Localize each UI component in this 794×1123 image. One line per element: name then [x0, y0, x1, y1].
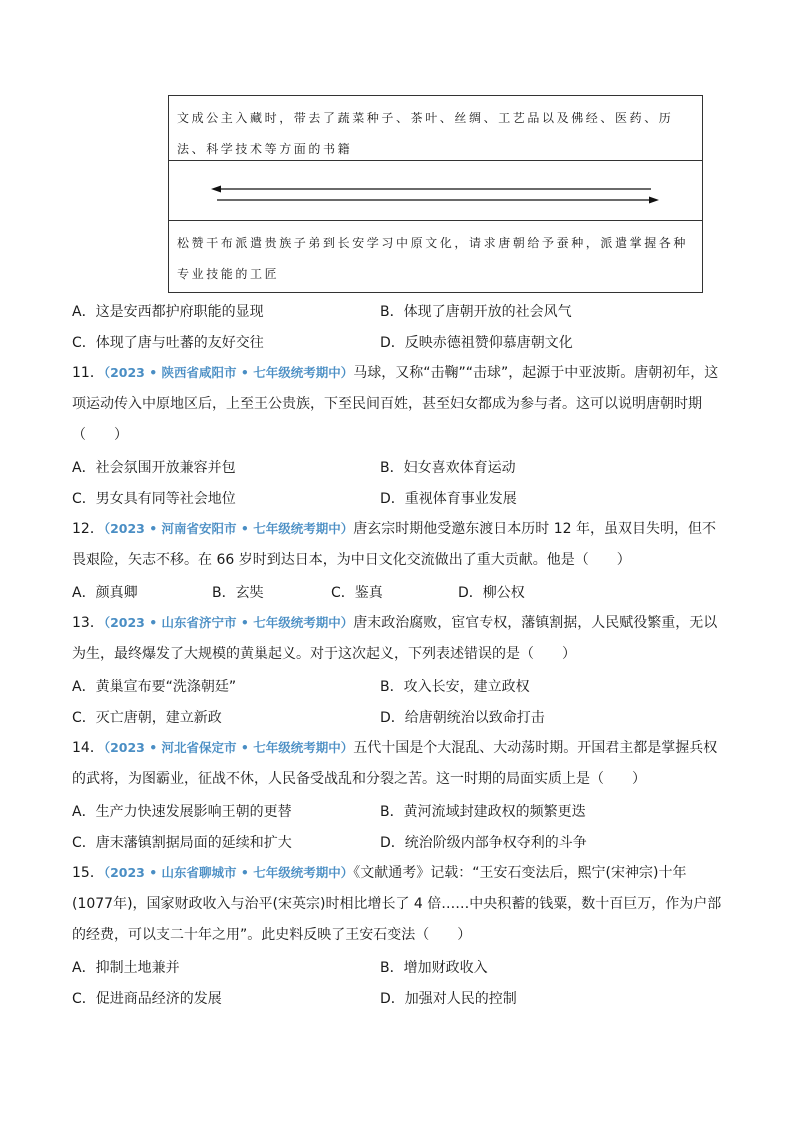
- double-arrow-icon: [169, 161, 702, 219]
- q15-option-a[interactable]: A．抑制土地兼并: [72, 960, 180, 976]
- q13-source: （2023 • 山东省济宁市 • 七年级统考期中）: [103, 615, 354, 630]
- q13-stem: [72, 607, 724, 670]
- q12-option-c[interactable]: C．鉴真: [331, 585, 383, 601]
- q15-option-b[interactable]: B．增加财政收入: [380, 960, 488, 976]
- q15-text: 《文献通考》记载：“王安石变法后，熙宁(宋神宗)十年(1077年)，国家财政收入与治平(宋英宗)时相比增长了 4 倍……中央积蓄的钱粟，数十百巨万，作为户部的经费，可以支二十年之用”。此史料反映了王安石变法（ ）: [72, 865, 722, 943]
- q11-option-b[interactable]: B．妇女喜欢体育运动: [380, 460, 516, 476]
- q11-option-d[interactable]: D．重视体育事业发展: [380, 491, 517, 507]
- q10-option-d[interactable]: D．反映赤德祖赞仰慕唐朝文化: [380, 335, 573, 351]
- q11-option-c[interactable]: C．男女具有同等社会地位: [72, 491, 236, 507]
- q15-option-d[interactable]: D．加强对人民的控制: [380, 991, 517, 1007]
- q14-text: 五代十国是个大混乱、大动荡时期。开国君主都是掌握兵权的武将，为图霸业，征战不休，人民备受战乱和分裂之苦。这一时期的局面实质上是（ ）: [72, 740, 718, 787]
- q14-source: （2023 • 河北省保定市 • 七年级统考期中）: [103, 740, 354, 755]
- q15-number: 15．: [72, 865, 104, 881]
- q13-option-a[interactable]: A．黄巢宣布要“洗涤朝廷”: [72, 679, 237, 695]
- q10-option-c[interactable]: C．体现了唐与吐蕃的友好交往: [72, 335, 264, 351]
- q11-number: 11．: [72, 365, 104, 381]
- diagram-bottom-text: 松赞干布派遣贵族子弟到长安学习中原文化，请求唐朝给予蚕种，派遣掌握各种专业技能的工匠: [177, 236, 689, 281]
- q13-option-c[interactable]: C．灭亡唐朝，建立新政: [72, 710, 222, 726]
- q14-option-c[interactable]: C．唐末藩镇割据局面的延续和扩大: [72, 835, 292, 851]
- q13-option-b[interactable]: B．攻入长安，建立政权: [380, 679, 530, 695]
- diagram-arrow-area: [169, 161, 702, 221]
- q11-text: 马球，又称“击鞠”“击球”，起源于中亚波斯。唐朝初年，这项运动传入中原地区后，上至王公贵族，下至民间百姓，甚至妇女都成为参与者。这可以说明唐朝时期（ ）: [72, 365, 719, 443]
- diagram-top-text: 文成公主入藏时，带去了蔬菜种子、茶叶、丝绸、工艺品以及佛经、医药、历法、科学技术等方面的书籍: [169, 96, 702, 161]
- q10-option-b[interactable]: B．体现了唐朝开放的社会风气: [380, 304, 572, 320]
- q15-option-c[interactable]: C．促进商品经济的发展: [72, 991, 222, 1007]
- q11-stem: [72, 357, 724, 451]
- q10-option-a[interactable]: A．这是安西都护府职能的显现: [72, 304, 264, 320]
- q12-source: （2023 • 河南省安阳市 • 七年级统考期中）: [103, 521, 354, 536]
- q14-number: 14．: [72, 740, 104, 756]
- q13-text: 唐末政治腐败，宦官专权，藩镇割据，人民赋役繁重，无以为生，最终爆发了大规模的黄巢起义。对于这次起义，下列表述错误的是（ ）: [72, 615, 718, 662]
- q12-stem: [72, 513, 724, 576]
- q14-option-a[interactable]: A．生产力快速发展影响王朝的更替: [72, 804, 292, 820]
- q14-stem: [72, 732, 724, 795]
- q12-text: 唐玄宗时期他受邀东渡日本历时 12 年，虽双目失明，但不畏艰险，矢志不移。在 66 岁时到达日本，为中日文化交流做出了重大贡献。他是（ ）: [72, 521, 716, 568]
- q14-option-d[interactable]: D．统治阶级内部争权夺利的斗争: [380, 835, 587, 851]
- q15-source: （2023 • 山东省聊城市 • 七年级统考期中）: [103, 865, 354, 880]
- q12-option-b[interactable]: B．玄奘: [212, 585, 264, 601]
- q12-option-d[interactable]: D．柳公权: [458, 585, 525, 601]
- q14-option-b[interactable]: B．黄河流域封建政权的频繁更迭: [380, 804, 586, 820]
- q11-source: （2023 • 陕西省咸阳市 • 七年级统考期中）: [103, 365, 354, 380]
- exchange-diagram: [168, 95, 703, 293]
- q11-option-a[interactable]: A．社会氛围开放兼容并包: [72, 460, 236, 476]
- q12-option-a[interactable]: A．颜真卿: [72, 585, 138, 601]
- q15-stem: [72, 857, 724, 951]
- q13-option-d[interactable]: D．给唐朝统治以致命打击: [380, 710, 545, 726]
- q13-number: 13．: [72, 615, 104, 631]
- q12-number: 12．: [72, 521, 104, 537]
